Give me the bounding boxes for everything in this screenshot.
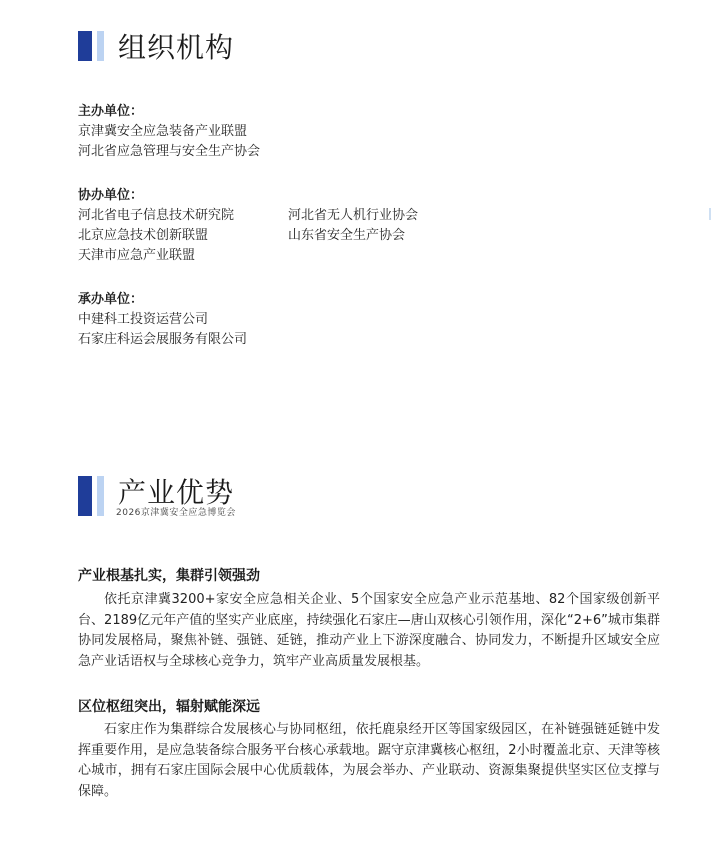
section-heading: 产业根基扎实，集群引领强劲 [78, 568, 260, 584]
section-body: 依托京津冀3200+家安全应急相关企业、5个国家安全应急产业示范基地、82个国家级创新平台、2189亿元年产值的坚实产业底座，持续强化石家庄—唐山双核心引领作用，深化“2+6”城市集群协同发展格局，聚焦补链、强链、延链，推动产业上下游深度融合、协同发力，不断提升区域安全应急产业话语权与全球核心竞争力，筑牢产业高质量发展根基。 [78, 592, 660, 669]
accent-bar-light [97, 476, 104, 516]
accent-bar-light [97, 31, 104, 61]
section-heading: 区位枢纽突出，辐射赋能深远 [78, 699, 260, 715]
advantage-subtitle: 2026京津冀安全应急博览会 [116, 508, 236, 518]
accent-bar-dark [78, 476, 92, 516]
co-item: 河北省无人机行业协会 [288, 208, 419, 223]
host-item: 河北省应急管理与安全生产协会 [78, 144, 261, 159]
co-item: 山东省安全生产协会 [288, 228, 406, 243]
co-item: 天津市应急产业联盟 [78, 248, 196, 263]
accent-bar-dark [78, 31, 92, 61]
org-section-header [78, 26, 234, 66]
host-item: 京津冀安全应急装备产业联盟 [78, 124, 248, 139]
co-item: 河北省电子信息技术研究院 [78, 208, 235, 223]
advantage-title: 产业优势 [118, 476, 235, 509]
host-label: 主办单位： [78, 104, 144, 119]
organizer-label: 承办单位： [78, 292, 144, 307]
organizer-item: 中建科工投资运营公司 [78, 312, 209, 327]
organizer-item: 石家庄科运会展服务有限公司 [78, 332, 248, 347]
host-units [78, 102, 260, 162]
co-label: 协办单位： [78, 188, 144, 203]
page-edge-mark [709, 208, 711, 220]
co-item: 北京应急技术创新联盟 [78, 228, 209, 243]
org-title: 组织机构 [118, 31, 235, 64]
section-body: 石家庄作为集群综合发展核心与协同枢纽，依托鹿泉经开区等国家级园区，在补链强链延链中发挥重要作用，是应急装备综合服务平台核心承载地。踞守京津冀核心枢纽，2小时覆盖北京、天津等核心城市，拥有石家庄国际会展中心优质载体，为展会举办、产业联动、资源集聚提供坚实区位支撑与保障。 [78, 722, 660, 799]
organizer-units [78, 290, 247, 350]
co-units [78, 186, 418, 266]
